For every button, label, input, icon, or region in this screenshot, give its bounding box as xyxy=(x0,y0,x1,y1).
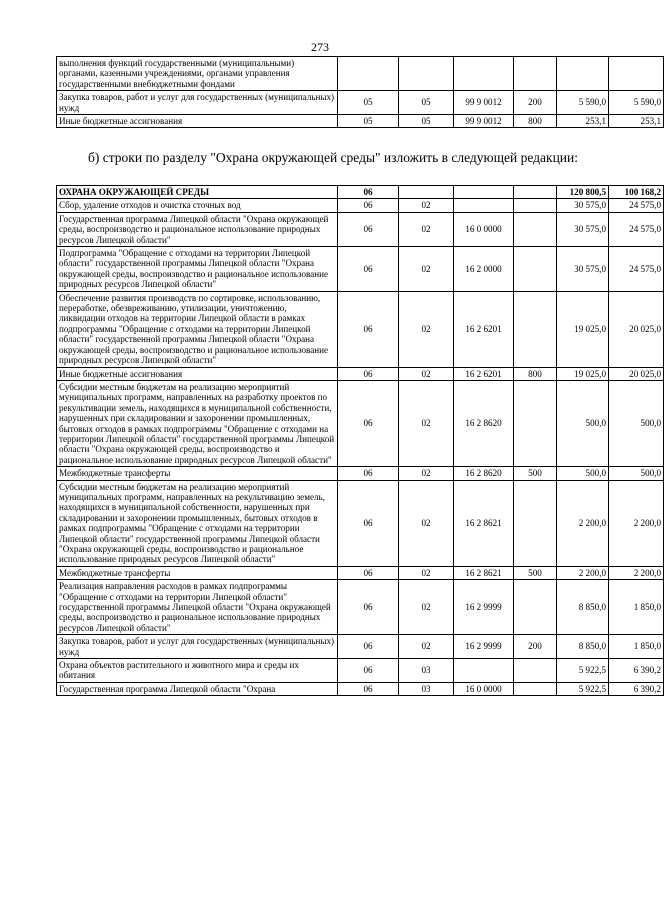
amount-year1-cell: 2 200,0 xyxy=(557,566,609,579)
row-name-cell: Реализация направления расходов в рамках подпрограммы "Обращение с отходами на территории Липецкой области" государственной программы Липецкой области "Охрана окружающей среды, воспроизводство и рациональное использование природных ресурсов Липецкой области" xyxy=(57,580,338,635)
page-number: 273 xyxy=(311,40,329,54)
subsection-code-cell: 02 xyxy=(399,380,454,466)
subsection-code-cell: 02 xyxy=(399,199,454,212)
row-name-cell: Закупка товаров, работ и услуг для государственных (муниципальных) нужд xyxy=(57,91,338,115)
amount-year2-cell: 2 200,0 xyxy=(609,480,664,566)
table-row xyxy=(57,580,664,635)
section-code-cell: 06 xyxy=(338,566,399,579)
row-name-cell: Межбюджетные трансферты xyxy=(57,467,338,480)
target-article-cell xyxy=(454,659,514,683)
subsection-code-cell xyxy=(399,186,454,199)
expense-type-cell: 800 xyxy=(514,115,557,128)
subsection-code-cell: 03 xyxy=(399,682,454,695)
expense-type-cell xyxy=(514,291,557,367)
table-row xyxy=(57,57,664,91)
subsection-code-cell: 05 xyxy=(399,91,454,115)
expense-type-cell xyxy=(514,580,557,635)
row-name-cell: Сбор, удаление отходов и очистка сточных вод xyxy=(57,199,338,212)
subsection-code-cell: 02 xyxy=(399,480,454,566)
row-name-cell: Подпрограмма "Обращение с отходами на территории Липецкой области" государственной программы Липецкой области "Охрана окружающей среды, воспроизводство и рациональное использование природных ресурсов Липецкой области" xyxy=(57,247,338,292)
section-code-cell: 06 xyxy=(338,635,399,659)
table-row xyxy=(57,115,664,128)
expense-type-cell xyxy=(514,212,557,246)
subsection-code-cell: 02 xyxy=(399,291,454,367)
amount-year2-cell: 2 200,0 xyxy=(609,566,664,579)
amount-year1-cell: 5 590,0 xyxy=(557,91,609,115)
table-row xyxy=(57,367,664,380)
amount-year2-cell: 1 850,0 xyxy=(609,580,664,635)
target-article-cell: 16 2 8620 xyxy=(454,467,514,480)
section-code-cell: 06 xyxy=(338,659,399,683)
amount-year1-cell: 2 200,0 xyxy=(557,480,609,566)
amount-year2-cell: 100 168,2 xyxy=(609,186,664,199)
amount-year2-cell: 253,1 xyxy=(609,115,664,128)
amount-year1-cell: 19 025,0 xyxy=(557,367,609,380)
table-row xyxy=(57,467,664,480)
subsection-code-cell: 02 xyxy=(399,467,454,480)
amount-year1-cell: 30 575,0 xyxy=(557,247,609,292)
subsection-code-cell xyxy=(399,57,454,91)
amount-year2-cell: 500,0 xyxy=(609,467,664,480)
section-code-cell: 06 xyxy=(338,682,399,695)
table-row xyxy=(57,91,664,115)
section-code-cell: 06 xyxy=(338,199,399,212)
target-article-cell xyxy=(454,57,514,91)
table-row xyxy=(57,291,664,367)
target-article-cell: 16 2 9999 xyxy=(454,635,514,659)
row-name-cell: Иные бюджетные ассигнования xyxy=(57,115,338,128)
row-name-cell: Иные бюджетные ассигнования xyxy=(57,367,338,380)
target-article-cell: 99 9 0012 xyxy=(454,115,514,128)
target-article-cell: 16 2 8621 xyxy=(454,480,514,566)
amount-year2-cell: 24 575,0 xyxy=(609,199,664,212)
table-row xyxy=(57,186,664,199)
expense-type-cell: 500 xyxy=(514,467,557,480)
expense-type-cell xyxy=(514,247,557,292)
table-row xyxy=(57,480,664,566)
row-name-cell: Закупка товаров, работ и услуг для государственных (муниципальных) нужд xyxy=(57,635,338,659)
amount-year1-cell: 5 922,5 xyxy=(557,682,609,695)
target-article-cell: 16 2 8621 xyxy=(454,566,514,579)
table-row xyxy=(57,659,664,683)
row-name-cell: Обеспечение развития производств по сортировке, использованию, переработке, обезвреживанию, утилизации, уничтожению, ликвидации отходов на территории Липецкой области в рамках подпрограммы "Обращение с отходами на территории Липецкой области" государственной программы Липецкой области "Охрана окружающей среды, воспроизводство и рациональное использование природных ресурсов Липецкой области" xyxy=(57,291,338,367)
amount-year1-cell: 30 575,0 xyxy=(557,212,609,246)
instruction-paragraph: б) строки по разделу "Охрана окружающей среды" изложить в следующей редакции: xyxy=(88,150,579,165)
target-article-cell: 16 2 6201 xyxy=(454,291,514,367)
amount-year1-cell: 120 800,5 xyxy=(557,186,609,199)
target-article-cell xyxy=(454,186,514,199)
table-row xyxy=(57,199,664,212)
amount-year2-cell: 6 390,2 xyxy=(609,659,664,683)
expense-type-cell xyxy=(514,659,557,683)
amount-year1-cell xyxy=(557,57,609,91)
amount-year1-cell: 500,0 xyxy=(557,467,609,480)
amount-year2-cell: 24 575,0 xyxy=(609,247,664,292)
expense-type-cell xyxy=(514,480,557,566)
subsection-code-cell: 02 xyxy=(399,566,454,579)
target-article-cell xyxy=(454,199,514,212)
target-article-cell: 16 0 0000 xyxy=(454,682,514,695)
table-row xyxy=(57,566,664,579)
row-name-cell: выполнения функций государственными (муниципальными) органами, казенными учреждениями, органами управления государственными внебюджетными фондами xyxy=(57,57,338,91)
subsection-code-cell: 05 xyxy=(399,115,454,128)
section-code-cell xyxy=(338,57,399,91)
amount-year2-cell: 20 025,0 xyxy=(609,291,664,367)
row-name-cell: ОХРАНА ОКРУЖАЮЩЕЙ СРЕДЫ xyxy=(57,186,338,199)
target-article-cell: 16 2 6201 xyxy=(454,367,514,380)
amount-year2-cell: 24 575,0 xyxy=(609,212,664,246)
row-name-cell: Субсидии местным бюджетам на реализацию мероприятий муниципальных программ, направленных на разработку проектов по рекультивации земель, находящихся в муниципальной собственности, нарушенных при складировании и захоронении промышленных, бытовых отходов в рамках подпрограммы "Обращение с отходами на территории Липецкой области" государственной программы Липецкой области "Охрана окружающей среды, воспроизводство и рациональное использование природных ресурсов Липецкой области" xyxy=(57,380,338,466)
amount-year1-cell: 5 922,5 xyxy=(557,659,609,683)
subsection-code-cell: 02 xyxy=(399,247,454,292)
amount-year1-cell: 500,0 xyxy=(557,380,609,466)
amount-year2-cell: 6 390,2 xyxy=(609,682,664,695)
row-name-cell: Охрана объектов растительного и животного мира и среды их обитания xyxy=(57,659,338,683)
top-budget-table xyxy=(56,56,664,128)
amount-year1-cell: 253,1 xyxy=(557,115,609,128)
subsection-code-cell: 03 xyxy=(399,659,454,683)
row-name-cell: Межбюджетные трансферты xyxy=(57,566,338,579)
section-code-cell: 06 xyxy=(338,367,399,380)
table-row xyxy=(57,635,664,659)
row-name-cell: Государственная программа Липецкой области "Охрана xyxy=(57,682,338,695)
row-name-cell: Субсидии местным бюджетам на реализацию мероприятий муниципальных программ, направленных на рекультивацию земель, находящихся в муниципальной собственности, нарушенных при складировании и захоронении промышленных, бытовых отходов в рамках подпрограммы "Обращение с отходами на территории Липецкой области" государственной программы Липецкой области "Охрана окружающей среды, воспроизводство и рациональное использование природных ресурсов Липецкой области" xyxy=(57,480,338,566)
expense-type-cell: 800 xyxy=(514,367,557,380)
section-code-cell: 06 xyxy=(338,467,399,480)
amount-year1-cell: 8 850,0 xyxy=(557,580,609,635)
expense-type-cell xyxy=(514,380,557,466)
section-code-cell: 06 xyxy=(338,212,399,246)
table-row xyxy=(57,212,664,246)
section-code-cell: 06 xyxy=(338,186,399,199)
expense-type-cell xyxy=(514,682,557,695)
target-article-cell: 16 2 0000 xyxy=(454,247,514,292)
section-code-cell: 06 xyxy=(338,380,399,466)
target-article-cell: 16 0 0000 xyxy=(454,212,514,246)
amount-year2-cell: 5 590,0 xyxy=(609,91,664,115)
table-row xyxy=(57,247,664,292)
amount-year2-cell: 20 025,0 xyxy=(609,367,664,380)
expense-type-cell: 200 xyxy=(514,635,557,659)
amount-year1-cell: 8 850,0 xyxy=(557,635,609,659)
target-article-cell: 16 2 8620 xyxy=(454,380,514,466)
expense-type-cell xyxy=(514,199,557,212)
target-article-cell: 16 2 9999 xyxy=(454,580,514,635)
amount-year1-cell: 30 575,0 xyxy=(557,199,609,212)
target-article-cell: 99 9 0012 xyxy=(454,91,514,115)
subsection-code-cell: 02 xyxy=(399,212,454,246)
expense-type-cell xyxy=(514,57,557,91)
expense-type-cell: 200 xyxy=(514,91,557,115)
subsection-code-cell: 02 xyxy=(399,580,454,635)
section-code-cell: 05 xyxy=(338,91,399,115)
row-name-cell: Государственная программа Липецкой области "Охрана окружающей среды, воспроизводство и рациональное использование природных ресурсов Липецкой области" xyxy=(57,212,338,246)
amount-year2-cell: 1 850,0 xyxy=(609,635,664,659)
table-row xyxy=(57,682,664,695)
subsection-code-cell: 02 xyxy=(399,367,454,380)
amount-year1-cell: 19 025,0 xyxy=(557,291,609,367)
section-code-cell: 06 xyxy=(338,247,399,292)
section-code-cell: 06 xyxy=(338,480,399,566)
expense-type-cell xyxy=(514,186,557,199)
table-row xyxy=(57,380,664,466)
section-code-cell: 06 xyxy=(338,291,399,367)
amount-year2-cell: 500,0 xyxy=(609,380,664,466)
subsection-code-cell: 02 xyxy=(399,635,454,659)
environment-budget-table xyxy=(56,185,664,696)
amount-year2-cell xyxy=(609,57,664,91)
expense-type-cell: 500 xyxy=(514,566,557,579)
section-code-cell: 05 xyxy=(338,115,399,128)
section-code-cell: 06 xyxy=(338,580,399,635)
